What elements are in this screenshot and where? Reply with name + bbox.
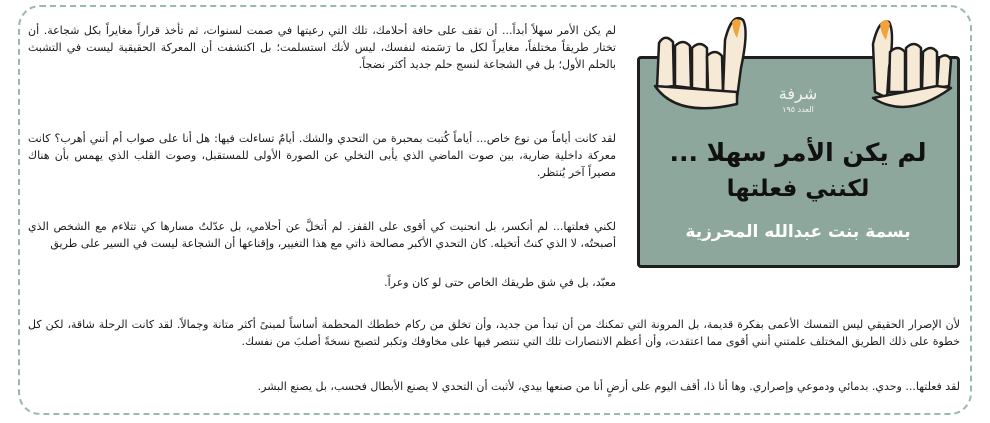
article-author: بسمة بنت عبدالله المحرزية xyxy=(685,222,911,242)
article-paragraph-5: لأن الإصرار الحقيقي ليس التمسك الأعمى بفكرة قديمة، بل المرونة التي تمكنك من أن تبدأ من جديد، وأن تخلق من ركام خططك المحطمة أساساً لمبنىً أكثر متانة وجمالاً. لقد كانت الرحلة شاقة، لكن كل خطوة على ذلك الطريق المختلف علمتني أنني أقوى مما اعتقدت، وأن أعظم الانتصارات تلك التي تنتصر فيها على مخاوفك وتكبر لتصبح نسخةً أصلبَ من نفسك. xyxy=(28,318,960,348)
issue-number: العدد ١٩٥ xyxy=(782,105,814,114)
article-paragraph-1: لم يكن الأمر سهلاً أبداً... أن تقف على حافة أحلامك، تلك التي رعيتها في صمت لسنوات، ثم تأخذ قراراً مغايراً بكل شجاعة. أن تختار طريقاً مختلفاً، مغايراً لكل ما رَسَمته لنفسك، ليس لأنك استسلمت؛ بل اكتشفت أن المعركة الحقيقية ليست في التشبث بالحلم الأول؛ بل في الشجاعة لنسج حلم جديد أكثر نضجاً. xyxy=(28,24,616,71)
article-paragraph-6: لقد فعلتها... وحدي. بدمائي ودموعي وإصراري. وها أنا ذا، أقف اليوم على أرضٍ أنا من صنعها بيدي، لأثبت أن التحدي لا يصنع الأبطال فحسب، بل يصنع البشر. xyxy=(257,380,960,393)
article-title-line-1: لم يكن الأمر سهلا ... xyxy=(669,138,927,167)
left-hand-icon xyxy=(655,18,746,108)
article-title-line-2: لكنني فعلتها xyxy=(726,176,870,202)
magazine-logo-word: شرفة xyxy=(778,84,818,103)
article-paragraph-4: معبّد، بل في شق طريقك الخاص حتى لو كان وعراً. xyxy=(384,276,616,289)
magazine-logo xyxy=(768,76,828,136)
article-paragraph-3: لكني فعلتها... لم أنكسر، بل انحنيت كي أقوى على القفز. لم أتخلَّ عن أحلامي، بل عدّلتُ مسارها كي تتلاءم مع الشخص الذي أصبحتُه، لا الذي كنتُ أتخيله. كان التحدي الأكبر مصالحة ذاتي مع هذا التغيير، وإقناعها أن الشجاعة ليست في السير على طريق xyxy=(28,220,616,250)
article-paragraph-2: لقد كانت أياماً من نوع خاص... أياماً كُتبت بمحبرة من التحدي والشك. أيامٌ تساءلت فيها: هل أنا على صواب أم أنني أهرب؟ كانت معركة داخلية ضارية، بين صوت الماضي الذي يأبى التخلي عن الصورة الأولى للمستقبل، وصوت القلب الذي يهمس بأن هناك مصيراً آخر يُنتظر. xyxy=(28,132,616,179)
